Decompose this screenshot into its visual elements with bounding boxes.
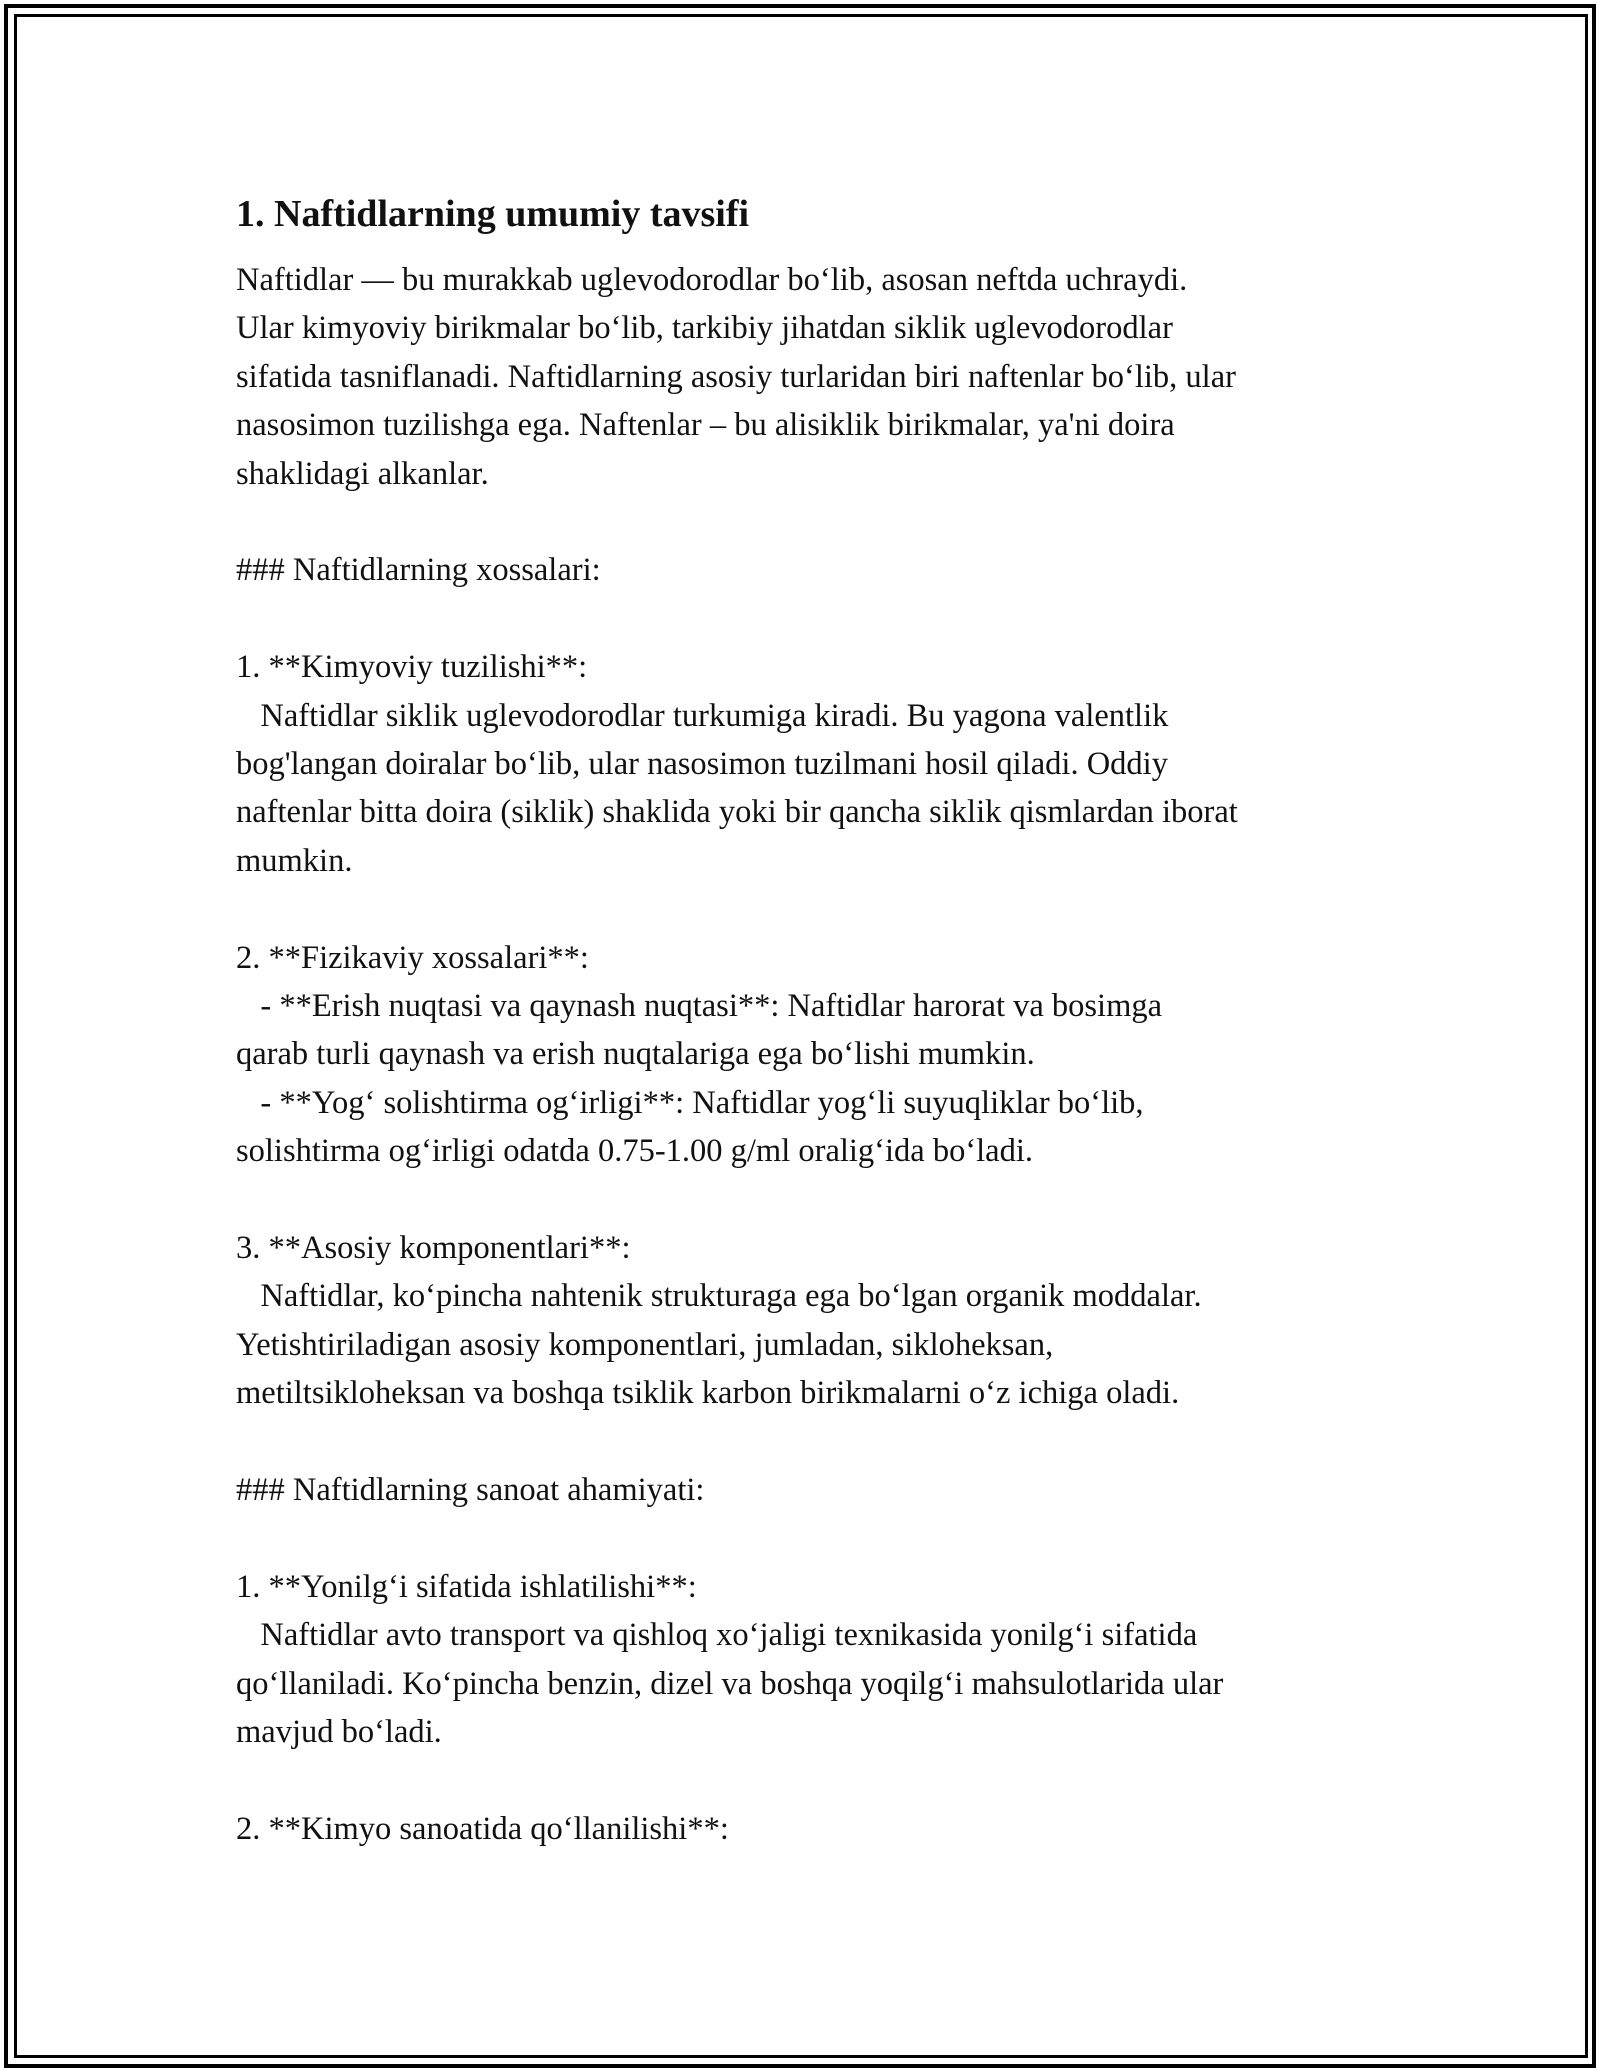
list-item-heading: 2. **Fizikaviy xossalari**: — [236, 939, 589, 976]
list-item-body: Naftidlar avto transport va qishloq xo‘jaligi texnikasida yonilg‘i sifatida qo‘llaniladi. Ko‘pincha benzin, dizel va boshqa yoqilg‘i mahsulotlarida ular mavjud bo‘ladi. — [236, 1617, 1224, 1751]
section-heading-industry: ### Naftidlarning sanoat ahamiyati: — [236, 1472, 705, 1509]
list-item-body: Naftidlar, ko‘pincha nahtenik strukturaga ega bo‘lgan organik moddalar. Yetishtiriladigan asosiy komponentlari, jumladan, sikloheksan, metiltsikloheksan va boshqa tsiklik karbon birikmalarni o‘z ichiga oladi. — [236, 1278, 1202, 1412]
list-item-heading: 1. **Kimyoviy tuzilishi**: — [236, 649, 588, 686]
list-item-heading: 1. **Yonilg‘i sifatida ishlatilishi**: — [236, 1568, 697, 1605]
list-item-body: - **Erish nuqtasi va qaynash nuqtasi**: Naftidlar harorat va bosimga qarab turli qaynash va erish nuqtalariga ega bo‘lishi mumkin. - **Yog‘ solishtirma og‘irligi**: Naftidlar yog‘li suyuqliklar bo‘lib, solishtirma og‘irligi odatda 0.75-1.00 g/ml oralig‘ida bo‘ladi. — [236, 988, 1163, 1170]
list-item-heading: 3. **Asosiy komponentlari**: — [236, 1230, 631, 1267]
intro-paragraph: Naftidlar — bu murakkab uglevodorodlar bo‘lib, asosan neftda uchraydi. Ular kimyoviy birikmalar bo‘lib, tarkibiy jihatdan siklik uglevodorodlar sifatida tasniflanadi. Naftidlarning asosiy turlaridan biri naftenlar bo‘lib, ular nasosimon tuzilishga ega. Naftenlar – bu alisiklik birikmalar, ya'ni doira shaklidagi alkanlar. — [236, 262, 1236, 492]
list-item-body: Naftidlar siklik uglevodorodlar turkumiga kiradi. Bu yagona valentlik bog'langan doiralar bo‘lib, ular nasosimon tuzilmani hosil qiladi. Oddiy naftenlar bitta doira (siklik) shaklida yoki bir qancha siklik qismlardan iborat mumkin. — [236, 697, 1238, 879]
section-heading-properties: ### Naftidlarning xossalari: — [236, 552, 601, 589]
document-title: 1. Naftidlarning umumiy tavsifi — [236, 193, 750, 235]
document-body — [236, 186, 1386, 1853]
list-item-heading: 2. **Kimyo sanoatida qo‘llanilishi**: — [236, 1810, 729, 1847]
